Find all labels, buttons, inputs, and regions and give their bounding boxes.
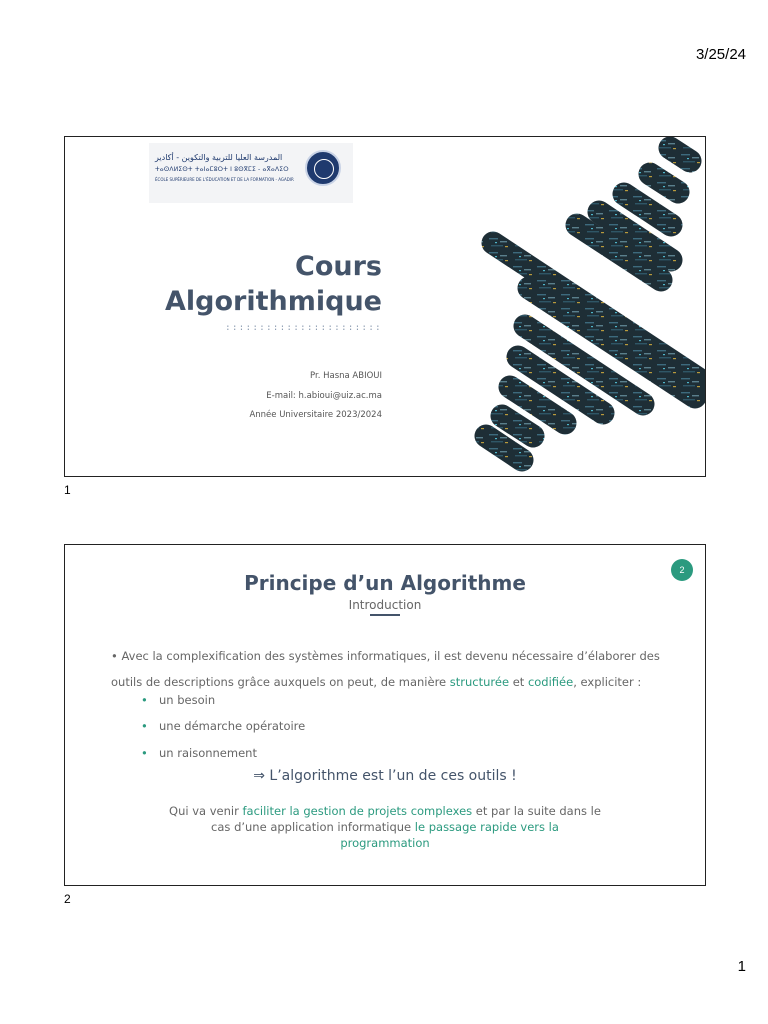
list-item: • une démarche opératoire: [141, 719, 306, 733]
para-text-3: , expliciter :: [573, 675, 642, 689]
logo-tifinagh-text: ⵜⴰⵙⴷⵍⵉⵙⵜ ⵜⴰⵏⴰⵎⵓⵔⵜ ⵏ ⵓⵙⴳⵎⵉ - ⴰⴳⴰⴷⵉⵔ: [155, 166, 289, 173]
slide-1: [64, 136, 706, 477]
slide-title: Principe d’un Algorithme: [244, 571, 526, 595]
para-highlight-2: codifiée: [527, 675, 574, 689]
slide-badge: 2: [671, 559, 693, 581]
final-highlight-1: faciliter la gestion de projets complexes: [242, 804, 473, 818]
final-paragraph: [165, 803, 605, 851]
para-text-1: • Avec la complexification des systèmes informatiques, il est devenu nécessaire d’élaborer des outils de descriptions grâce auxquels on peut, de manière: [111, 649, 660, 689]
school-seal-icon: [305, 150, 341, 186]
academic-year: Année Universitaire 2023/2024: [249, 410, 382, 420]
slide-2: [64, 544, 706, 886]
conclusion-text: ⇒ L’algorithme est l’un de ces outils !: [253, 768, 517, 784]
list-item: • un raisonnement: [141, 746, 257, 760]
subtitle-underline: [370, 614, 400, 616]
logo-french-text: ÉCOLE SUPÉRIEURE DE L'ÉDUCATION ET DE LA FORMATION - AGADIR: [155, 177, 294, 182]
slide-2-number: 2: [64, 892, 71, 906]
header-date: 3/25/24: [695, 46, 746, 63]
final-text-2: et par la suite dans le cas d’une application informatique: [211, 804, 601, 834]
slide-1-number: 1: [64, 483, 71, 497]
para-highlight-1: structurée: [449, 675, 510, 689]
logo-arabic-text: المدرسة العليا للتربية والتكوين - أكادير: [155, 153, 283, 162]
page-number: 1: [737, 958, 746, 975]
list-item: • un besoin: [141, 693, 216, 707]
slide-subtitle: Introduction: [348, 598, 422, 612]
professor-email: E-mail: h.abioui@uiz.ac.ma: [266, 391, 382, 401]
intro-paragraph: [111, 643, 671, 695]
code-stripes-graphic: [415, 137, 705, 476]
school-logo: [149, 143, 353, 203]
para-text-2: et: [509, 675, 528, 689]
course-title: [165, 249, 382, 319]
course-title-line2: Algorithmique: [165, 286, 382, 317]
dots-divider: :::::::::::::::::::::::: [225, 323, 382, 333]
final-text-1: Qui va venir: [169, 804, 243, 818]
course-title-line1: Cours: [295, 251, 382, 282]
professor-name: Pr. Hasna ABIOUI: [310, 371, 382, 381]
final-highlight-2: le passage rapide vers la programmation: [340, 820, 559, 850]
